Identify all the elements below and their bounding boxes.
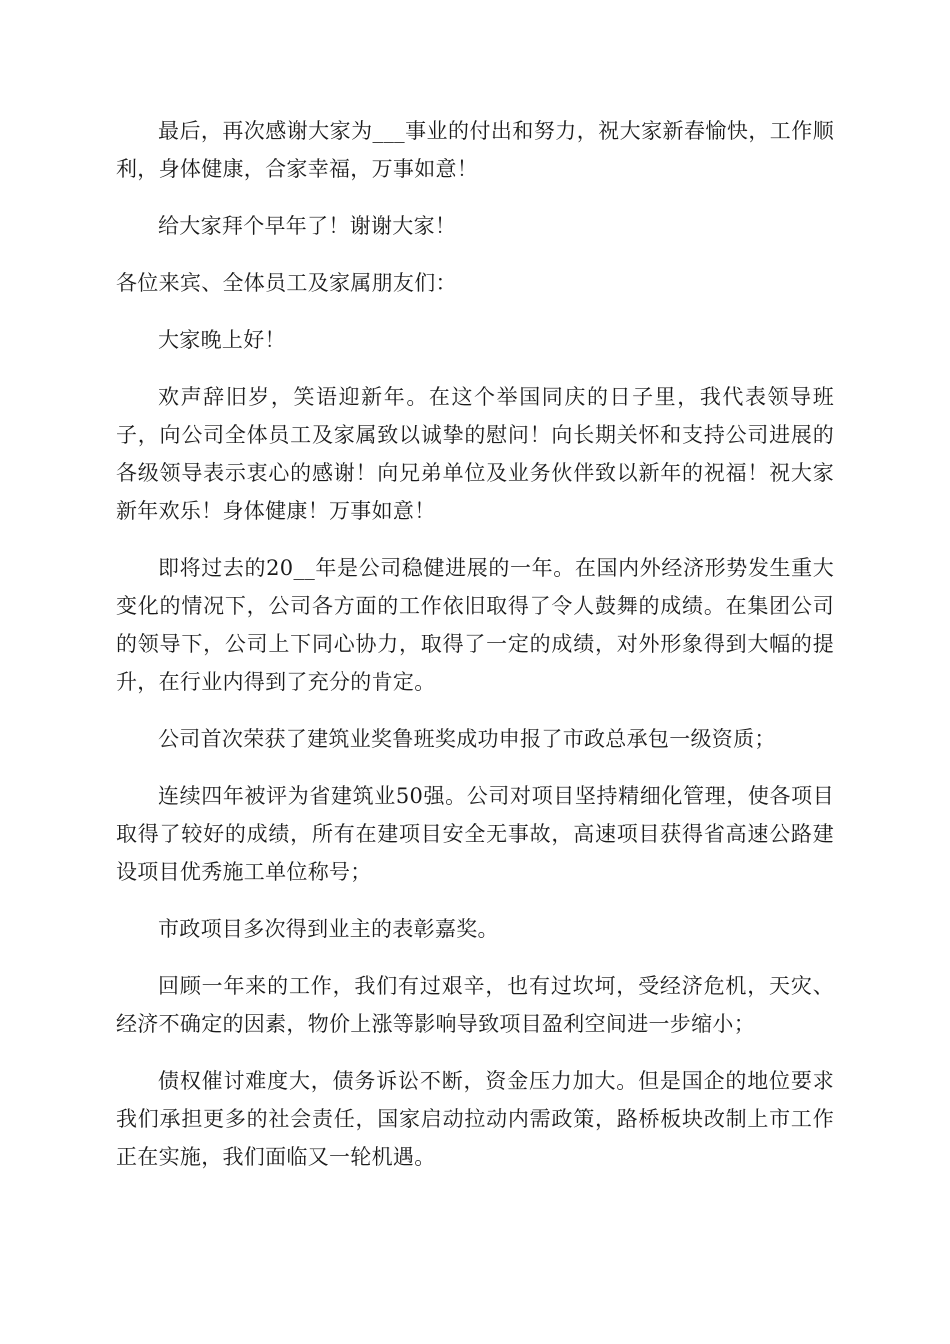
paragraph-top50: 连续四年被评为省建筑业50强。公司对项目坚持精细化管理，使各项目取得了较好的成绩，所有在建项目安全无事故，高速项目获得省高速公路建设项目优秀施工单位称号； — [116, 784, 834, 884]
paragraph-award: 公司首次荣获了建筑业奖鲁班奖成功申报了市政总承包一级资质； — [158, 727, 776, 751]
paragraph-opening-wishes: 欢声辞旧岁，笑语迎新年。在这个举国同庆的日子里，我代表领导班子，向公司全体员工及家属致以诚挚的慰问！向长期关怀和支持公司进展的各级领导表示衷心的感谢！向兄弟单位及业务伙伴致以新年的祝福！祝大家新年欢乐！身体健康！万事如意！ — [116, 385, 834, 523]
paragraph-closing-thanks: 最后，再次感谢大家为___事业的付出和努力，祝大家新春愉快，工作顺利，身体健康，合家幸福，万事如意！ — [116, 119, 834, 181]
paragraph-good-evening: 大家晚上好！ — [158, 328, 286, 352]
paragraph-hardships: 回顾一年来的工作，我们有过艰辛，也有过坎坷，受经济危机，天灾、经济不确定的因素，物价上涨等影响导致项目盈利空间进一步缩小； — [116, 974, 834, 1036]
paragraph-new-year-greeting: 给大家拜个早年了！谢谢大家！ — [158, 214, 457, 238]
paragraph-opportunities: 债权催讨难度大，债务诉讼不断，资金压力加大。但是国企的地位要求我们承担更多的社会责任，国家启动拉动内需政策，路桥板块改制上市工作正在实施，我们面临又一轮机遇。 — [116, 1069, 834, 1169]
paragraph-year-review: 即将过去的20__年是公司稳健进展的一年。在国内外经济形势发生重大变化的情况下，公司各方面的工作依旧取得了令人鼓舞的成绩。在集团公司的领导下，公司上下同心协力，取得了一定的成绩，对外形象得到大幅的提升，在行业内得到了充分的肯定。 — [116, 556, 834, 694]
paragraph-municipal-commendation: 市政项目多次得到业主的表彰嘉奖。 — [158, 917, 499, 941]
document-body — [116, 112, 834, 1195]
paragraph-salutation: 各位来宾、全体员工及家属朋友们： — [116, 271, 457, 295]
